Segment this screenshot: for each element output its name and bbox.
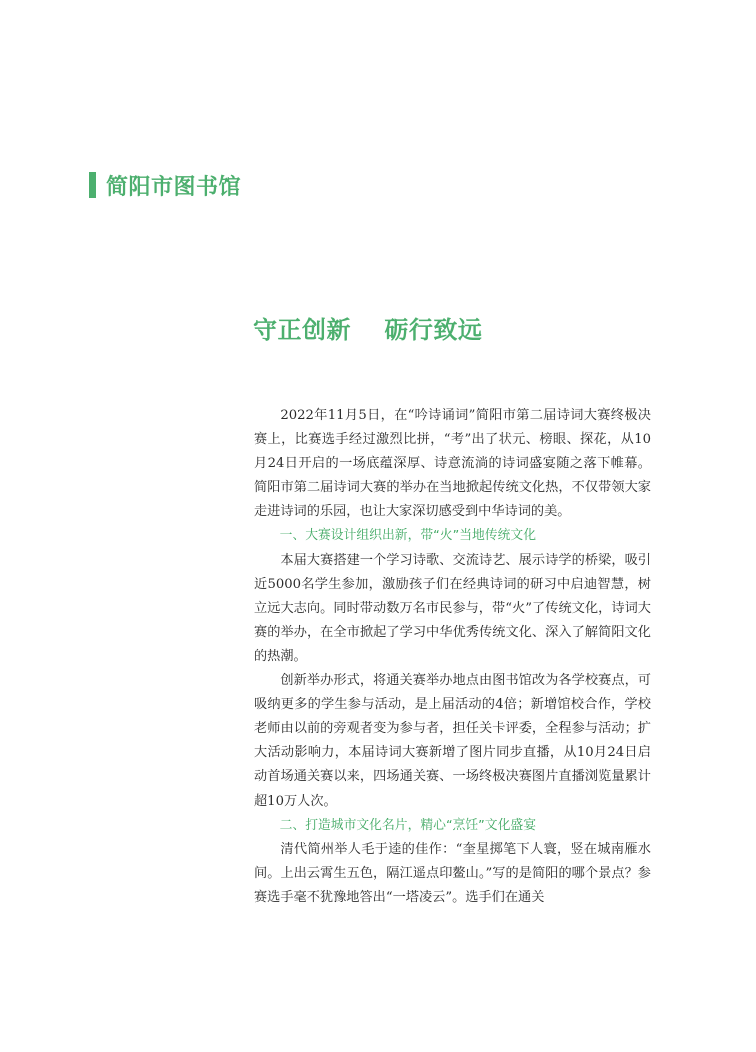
- article-title: 守正创新 砺行致远: [253, 316, 483, 344]
- section-header: [89, 171, 241, 199]
- paragraph: 创新举办形式，将通关赛举办地点由图书馆改为各学校赛点，可吸纳更多的学生参与活动，是上届活动的4倍；新增馆校合作，学校老师由以前的旁观者变为参与者，担任关卡评委，全程参与活动；扩大活动影响力，本届诗词大赛新增了图片同步直播，从10月24日启动首场通关赛以来，四场通关赛、一场终极决赛图片直播浏览量累计超10万人次。: [254, 673, 651, 809]
- subheading: 一、大赛设计组织出新，带“火”当地传统文化: [279, 528, 536, 544]
- paragraph: 本届大赛搭建一个学习诗歌、交流诗艺、展示诗学的桥梁，吸引近5000名学生参加，激励孩子们在经典诗词的研习中启迪智慧，树立远大志向。同时带动数万名市民参与，带“火”了传统文化，诗词大赛的举办，在全市掀起了学习中华优秀传统文化、深入了解简阳文化的热潮。: [254, 552, 651, 664]
- paragraph: 2022年11月5日，在“吟诗诵词”简阳市第二届诗词大赛终极决赛上，比赛选手经过激烈比拼，“考”出了状元、榜眼、探花，从10月24日开启的一场底蕴深厚、诗意流淌的诗词盛宴随之落下帷幕。简阳市第二届诗词大赛的举办在当地掀起传统文化热，不仅带领大家走进诗词的乐园，也让大家深切感受到中华诗词的美。: [254, 408, 651, 520]
- article-body: [254, 404, 651, 910]
- section-accent-bar: [89, 172, 96, 198]
- paragraph: 清代简州举人毛于逵的佳作：“奎星掷笔下人寰，竖在城南雁水间。上出云霄生五色，隔江遥点印鳌山。”写的是简阳的哪个景点？参赛选手毫不犹豫地答出“一塔凌云”。选手们在通关: [254, 841, 651, 905]
- section-title: 简阳市图书馆: [106, 174, 242, 200]
- subheading: 二、打造城市文化名片，精心“烹饪”文化盛宴: [279, 817, 536, 833]
